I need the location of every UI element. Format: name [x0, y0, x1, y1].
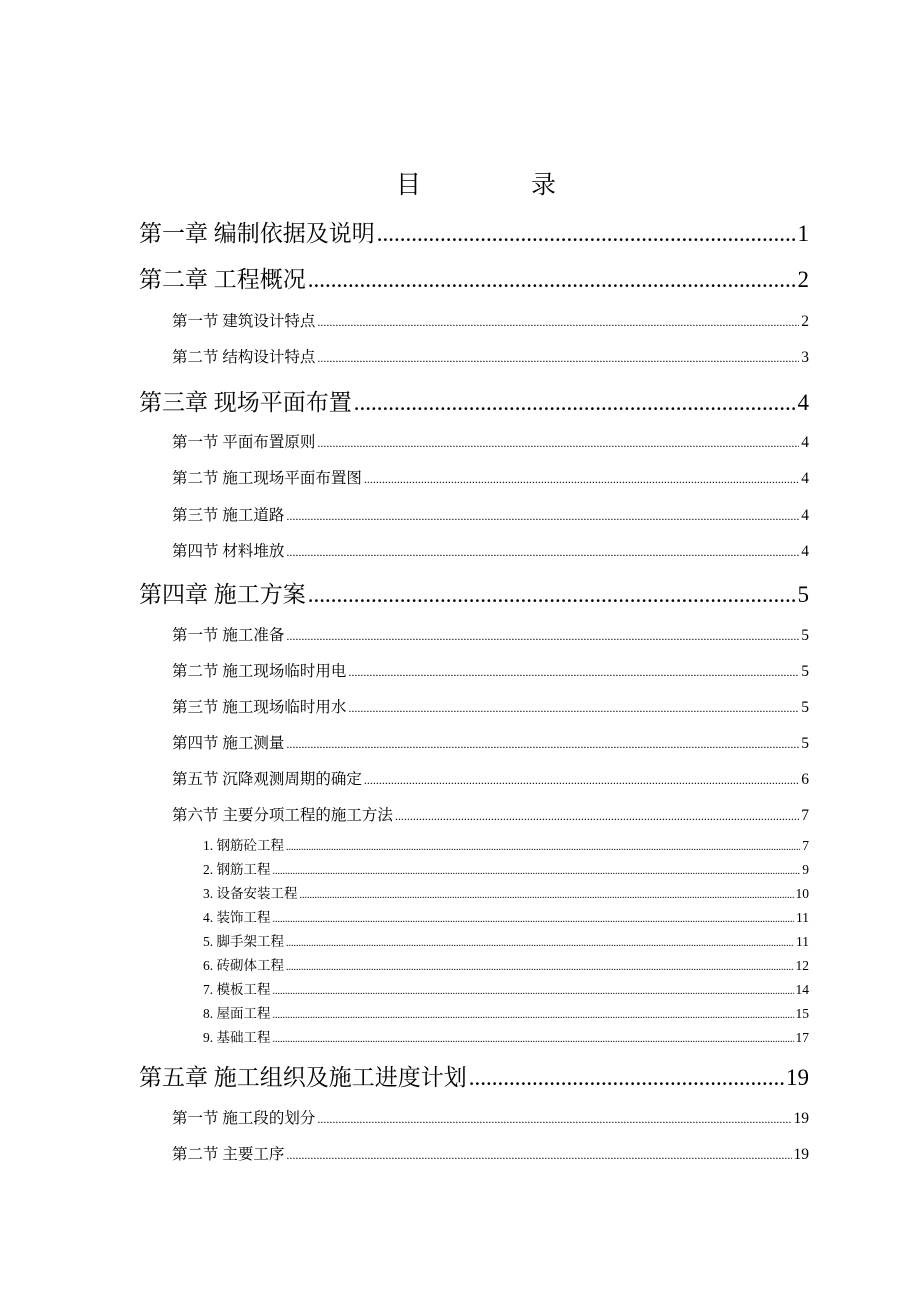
- toc-leader-dots: [354, 386, 796, 420]
- toc-entry-section[interactable]: [172, 505, 809, 527]
- toc-entry-page: 10: [795, 886, 809, 901]
- toc-leader-dots: [377, 217, 796, 251]
- toc-entry-page: 7: [802, 838, 809, 853]
- toc-entry-label: 第四章 施工方案: [139, 582, 306, 607]
- toc-entry-label: 第二节 施工现场平面布置图: [172, 470, 362, 487]
- toc-leader-dots: [348, 697, 799, 719]
- toc-entry-page: 7: [801, 807, 809, 824]
- toc-entry-label: 第二章 工程概况: [139, 267, 306, 292]
- toc-entry-chapter-5[interactable]: [139, 1061, 809, 1095]
- toc-entry-section[interactable]: [172, 432, 809, 454]
- toc-entry-page: 6: [801, 771, 809, 788]
- toc-leader-dots: [286, 935, 794, 953]
- toc-entry-page: 11: [796, 934, 809, 949]
- toc-title-right: 录: [531, 172, 557, 199]
- toc-entry-page: 14: [795, 982, 809, 997]
- toc-entry-label: 第一节 建筑设计特点: [172, 313, 316, 330]
- toc-entry-section[interactable]: [172, 769, 809, 791]
- toc-entry-chapter-2[interactable]: [139, 263, 809, 297]
- toc-entry-label: 第三节 施工道路: [172, 507, 285, 524]
- toc-entry-item[interactable]: [203, 981, 809, 999]
- toc-entry-page: 5: [801, 663, 809, 680]
- toc-leader-dots: [395, 805, 799, 827]
- toc-leader-dots: [364, 769, 799, 791]
- toc-entry-section[interactable]: [172, 661, 809, 683]
- toc-entry-section[interactable]: [172, 805, 809, 827]
- toc-entry-label: 第一节 平面布置原则: [172, 434, 316, 451]
- toc-leader-dots: [348, 661, 799, 683]
- toc-title-left: 目: [396, 172, 422, 199]
- toc-entry-page: 4: [801, 470, 809, 487]
- toc-entry-label: 7. 模板工程: [203, 982, 271, 997]
- toc-entry-section[interactable]: [172, 1144, 809, 1166]
- toc-leader-dots: [273, 863, 801, 881]
- toc-entry-label: 9. 基础工程: [203, 1030, 271, 1045]
- toc-entry-page: 4: [797, 390, 809, 415]
- toc-entry-chapter-1[interactable]: [139, 217, 809, 251]
- toc-entry-page: 5: [801, 735, 809, 752]
- toc-entry-label: 第四节 施工测量: [172, 735, 285, 752]
- toc-entry-label: 第六节 主要分项工程的施工方法: [172, 807, 393, 824]
- toc-entry-section[interactable]: [172, 468, 809, 490]
- toc-entry-label: 1. 钢筋砼工程: [203, 838, 284, 853]
- toc-entry-label: 2. 钢筋工程: [203, 862, 271, 877]
- toc-entry-page: 5: [797, 582, 809, 607]
- toc-entry-page: 12: [795, 958, 809, 973]
- toc-leader-dots: [273, 1007, 794, 1025]
- toc-entry-label: 3. 设备安装工程: [203, 886, 298, 901]
- toc-entry-item[interactable]: [203, 1005, 809, 1023]
- toc-leader-dots: [273, 1031, 794, 1049]
- toc-entry-label: 第二节 主要工序: [172, 1146, 285, 1163]
- toc-entry-page: 19: [793, 1110, 809, 1127]
- toc-leader-dots: [273, 911, 795, 929]
- toc-entry-section[interactable]: [172, 1108, 809, 1130]
- toc-entry-page: 4: [801, 434, 809, 451]
- toc-entry-label: 第五节 沉降观测周期的确定: [172, 771, 362, 788]
- toc-entry-page: 19: [786, 1065, 809, 1090]
- toc-entry-item[interactable]: [203, 909, 809, 927]
- toc-entry-chapter-3[interactable]: [139, 386, 809, 420]
- toc-leader-dots: [286, 839, 800, 857]
- toc-leader-dots: [317, 347, 799, 369]
- toc-entry-page: 4: [801, 507, 809, 524]
- toc-entry-label: 第一节 施工段的划分: [172, 1110, 316, 1127]
- toc-entry-chapter-4[interactable]: [139, 578, 809, 612]
- toc-entry-label: 第三节 施工现场临时用水: [172, 699, 347, 716]
- toc-entry-item[interactable]: [203, 885, 809, 903]
- toc-leader-dots: [286, 505, 799, 527]
- toc-entry-page: 5: [801, 699, 809, 716]
- toc-leader-dots: [364, 468, 799, 490]
- toc-entry-page: 2: [801, 313, 809, 330]
- toc-leader-dots: [317, 311, 799, 333]
- toc-entry-label: 8. 屋面工程: [203, 1006, 271, 1021]
- toc-entry-section[interactable]: [172, 625, 809, 647]
- toc-entry-page: 2: [797, 267, 809, 292]
- toc-entry-section[interactable]: [172, 311, 809, 333]
- toc-entry-page: 5: [801, 627, 809, 644]
- toc-leader-dots: [469, 1061, 784, 1095]
- toc-entry-page: 15: [795, 1006, 809, 1021]
- toc-entry-page: 11: [796, 910, 809, 925]
- toc-leader-dots: [308, 578, 796, 612]
- toc-entry-label: 第一节 施工准备: [172, 627, 285, 644]
- toc-entry-label: 第一章 编制依据及说明: [139, 221, 375, 246]
- toc-leader-dots: [308, 263, 796, 297]
- toc-entry-page: 4: [801, 543, 809, 560]
- toc-entry-label: 第二节 结构设计特点: [172, 349, 316, 366]
- toc-entry-label: 第三章 现场平面布置: [139, 390, 352, 415]
- toc-leader-dots: [317, 432, 799, 454]
- toc-leader-dots: [286, 733, 799, 755]
- toc-entry-item[interactable]: [203, 837, 809, 855]
- toc-leader-dots: [286, 959, 794, 977]
- toc-entry-label: 5. 脚手架工程: [203, 934, 284, 949]
- toc-title: [0, 168, 920, 204]
- toc-leader-dots: [273, 983, 794, 1001]
- toc-entry-label: 第四节 材料堆放: [172, 543, 285, 560]
- toc-entry-page: 17: [795, 1030, 809, 1045]
- toc-entry-item[interactable]: [203, 933, 809, 951]
- toc-leader-dots: [286, 541, 799, 563]
- toc-entry-item[interactable]: [203, 1029, 809, 1047]
- toc-entry-page: 19: [793, 1146, 809, 1163]
- toc-entry-label: 6. 砖砌体工程: [203, 958, 284, 973]
- toc-entry-section[interactable]: [172, 347, 809, 369]
- toc-entry-page: 3: [801, 349, 809, 366]
- toc-entry-page: 9: [802, 862, 809, 877]
- toc-entry-label: 第二节 施工现场临时用电: [172, 663, 347, 680]
- toc-entry-item[interactable]: [203, 861, 809, 879]
- toc-entry-page: 1: [797, 221, 809, 246]
- toc-entry-label: 4. 装饰工程: [203, 910, 271, 925]
- toc-entry-section[interactable]: [172, 541, 809, 563]
- toc-entry-section[interactable]: [172, 733, 809, 755]
- toc-entry-label: 第五章 施工组织及施工进度计划: [139, 1065, 467, 1090]
- toc-entry-section[interactable]: [172, 697, 809, 719]
- toc-leader-dots: [300, 887, 794, 905]
- toc-leader-dots: [317, 1108, 791, 1130]
- toc-leader-dots: [286, 1144, 791, 1166]
- toc-entry-item[interactable]: [203, 957, 809, 975]
- toc-leader-dots: [286, 625, 799, 647]
